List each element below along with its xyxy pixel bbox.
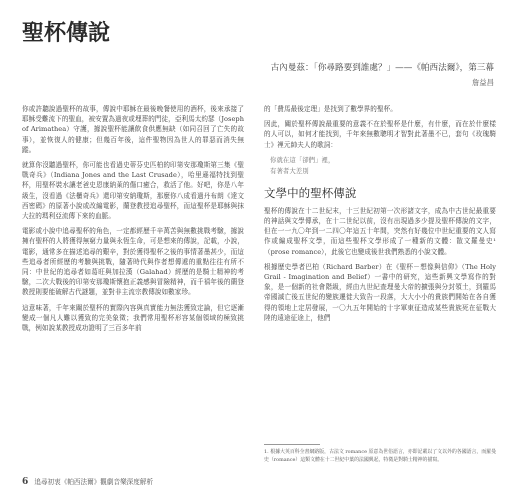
paragraph: 根據歷史學者巴柏（Richard Barber）在《聖杯－想像與信仰》（The Holy Grail - Imagination and Belief）一書中的研究，這些新興文學寫作的對象，是一個新的社會階級，經由九世紀查理曼大帝的擴張與分封領土，到羅馬帝國滅亡後五世紀的變族遷徙大致告一段落，大大小小的貴族們開始在各自獲得的領地上定居發展，一〇九五年開始的十字軍東征造成某些貴族死在征戰大陸的遠途征途上，他們 xyxy=(264,262,496,322)
running-title: 追尋初衷《帕西法爾》觀劇音樂深度解析 xyxy=(34,478,154,486)
quote-line: 你就在這「卻們」裡， xyxy=(270,155,335,164)
paragraph: 的「費馬最後定理」是找到了數學界的聖杯。 xyxy=(264,105,397,113)
paragraph: 你或許聽說過聖杯的故事，傳說中耶穌在最後晚餐使用的酒杯，後來承接了耶穌受難流下的聖血，被安置為過夜或埋葬的門徒，亞利馬太約瑟（Joseph of Arimathea）守護，據說聖杯能讓飲食供應無缺（如同召回了亡失的故事），並恢復人的健康；但幾百年後，這件聖物因為世人的罪惡而消失無蹤。 xyxy=(22,105,244,154)
author-name: 詹益昌 xyxy=(471,78,494,87)
paragraph: 因此，關於聖杯傳說最重要的意義不在於聖杯是什麼，有什麼，而在於什麼樣的人可以，如何才能找到，千年來無數聰明才智對此著墨不已，套句《玫瑰騎士》裡元帥夫人的歌詞： xyxy=(264,120,496,149)
quote-line: 有著者大差別 xyxy=(270,166,309,175)
paragraph: 聖杯的傳說在十二世紀末，十三世紀初第一次形諸文字，成為中古世紀最重要的神話與文學傳承，在十二世紀以前，沒有出現過多少提及聖杯傳說的文字，但在一一九〇年到一二四〇年這五十年間，突然有好幾位中世紀重要的文人寫作或編成聖杯文學，而這些聖杯文學形成了一種新的文體：散文羅曼史¹（prose romance），此後它也變成後世我們熟悉的小說文體。 xyxy=(264,206,496,256)
footnote-divider xyxy=(264,444,320,445)
lyric-quote xyxy=(270,155,496,177)
page-number: 6 xyxy=(22,477,29,487)
left-column xyxy=(22,104,244,338)
paragraph: 就算你沒聽過聖杯，你可能也看過史蒂芬史匹柏的印第安那瓊斯第三集《聖戰奇兵》（Indiana Jones and the Last Crusade），哈里遜福特找到聖杯，用聖杯裝水讓老爸史恩康納萊的傷口癒合，救活了他。好吧，你是八年級生，沒看過《法櫃奇兵》還印第安納瓊斯，那麼你八成看過丹布朗《達文西密碼》的原著小說或改編電影，蘭登教授追尋聖杯，而這聖杯是耶穌與抹大拉的瑪利亞流傳下來的血脈。 xyxy=(22,161,244,221)
paragraph: 電影或小說中追尋聖杯的角色，一定都經歷千辛萬苦與無數挑戰考驗，據說擁有聖杯的人將獲得無窮力量與永恆生命，可是想來的傳說，記載，小說，電影，通常多在描述追尋的艱辛，對於獲得聖杯之後的事情著墨甚少，而這些追尋者所經歷的考驗與挑戰，隨著時代與作者想傳遞的重點往往有所不同：中世紀的追尋者如葛旺與加拉漢（Galahad）經歷的是騎士精神的考驗，二次大戰後的印第安那瓊斯懷抱正義感與冒險精神，而千禧年後的蘭登教授則要能破解古代謎題，並對非主流宗教傳說如數家珍。 xyxy=(22,227,244,297)
page-footer xyxy=(22,477,153,487)
epigraph: 古內曼茲：「你尋路要到誰處？」——《帕西法爾》，第三幕 xyxy=(270,63,494,73)
right-column xyxy=(264,104,496,328)
footnote: 1. 根據大英百科全書網路版，古法文 romance 原意為世俗語言，亦即記載以了文以外的各國語言，而羅曼史（romance）這類文體在十二世紀中葉的法國興起，特徵是對騎士精神的描寫。 xyxy=(264,449,496,463)
section-heading: 文學中的聖杯傳說 xyxy=(264,185,357,200)
page-title: 聖杯傳說 xyxy=(22,20,111,46)
paragraph: 這意味著，千年來關於聖杯的實際內容與真實能力無法獲致定論，但它逐漸變成一個凡人難以獲致的完美象徵；我們常用聖杯形容某個領域的極致挑戰，例如說某教授成功證明了三百多年前 xyxy=(22,303,244,333)
